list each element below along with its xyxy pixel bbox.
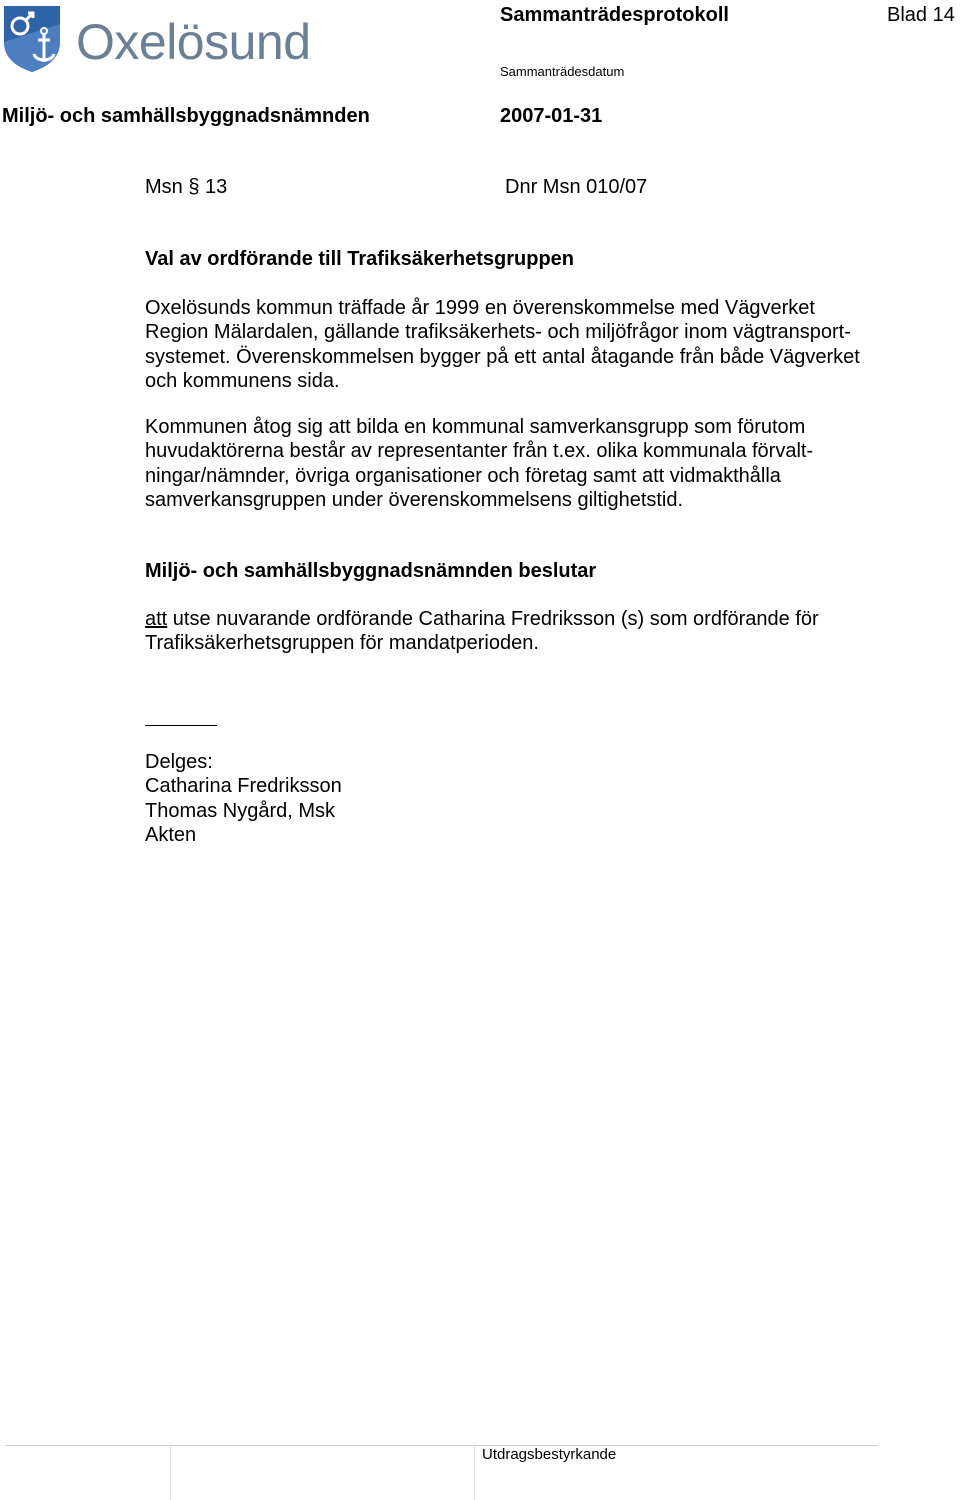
distribution-label: Delges: xyxy=(145,751,213,773)
paragraph-line: Oxelösunds kommun träffade år 1999 en överenskommelse med Vägverket xyxy=(145,297,815,319)
sheet-number: Blad 14 xyxy=(887,4,955,26)
distribution-recipient: Akten xyxy=(145,823,197,846)
distribution-recipient: Catharina Fredriksson xyxy=(145,775,342,798)
case-title: Val av ordförande till Trafiksäkerhetsgruppen xyxy=(145,248,575,270)
municipality-logo-wordmark: Oxelösund xyxy=(76,14,311,70)
paragraph-line: systemet. Överenskommelsen bygger på ett antal åtagande från både Vägverket xyxy=(145,345,860,368)
footer-column-divider xyxy=(474,1445,475,1500)
decision-line-text: utse nuvarande ordförande Catharina Fredriksson (s) som ordförande för xyxy=(167,608,819,630)
meeting-date: 2007-01-31 xyxy=(500,105,603,127)
paragraph-line: ningar/nämnder, övriga organisationer och företag samt att vidmakthålla xyxy=(145,464,781,487)
paragraph-line: samverkansgruppen under överenskommelsens giltighetstid. xyxy=(145,488,684,511)
decision-line: Trafiksäkerhetsgruppen för mandatperioden. xyxy=(145,632,539,655)
certification-label: Utdragsbestyrkande xyxy=(482,1446,617,1463)
committee-name: Miljö- och samhällsbyggnadsnämnden xyxy=(2,105,370,127)
document-type: Sammanträdesprotokoll xyxy=(500,4,729,26)
registration-number: Dnr Msn 010/07 xyxy=(505,176,648,198)
paragraph-line: och kommunens sida. xyxy=(145,369,340,392)
paragraph-line: huvudaktörerna består av representanter från t.ex. olika kommunala förvalt- xyxy=(145,440,814,463)
background-paragraph-1 xyxy=(145,296,935,393)
distribution-list xyxy=(145,750,342,847)
decision-line xyxy=(145,607,935,631)
paragraph-number: Msn § 13 xyxy=(145,176,228,198)
separator-line xyxy=(145,725,217,726)
paragraph-line: Region Mälardalen, gällande trafiksäkerhets- och miljöfrågor inom vägtransport- xyxy=(145,321,851,344)
decision-text xyxy=(145,607,935,656)
meeting-date-label: Sammanträdesdatum xyxy=(500,64,625,79)
footer-column-divider xyxy=(170,1445,171,1500)
paragraph-line: Kommunen åtog sig att bilda en kommunal samverkansgrupp som förutom xyxy=(145,416,806,438)
background-paragraph-2 xyxy=(145,415,935,512)
decision-heading: Miljö- och samhällsbyggnadsnämnden beslutar xyxy=(145,560,597,582)
distribution-recipient: Thomas Nygård, Msk xyxy=(145,799,336,822)
decision-keyword: att xyxy=(145,608,168,630)
footer-rule xyxy=(5,1445,878,1446)
municipal-coat-of-arms-icon xyxy=(2,4,62,74)
